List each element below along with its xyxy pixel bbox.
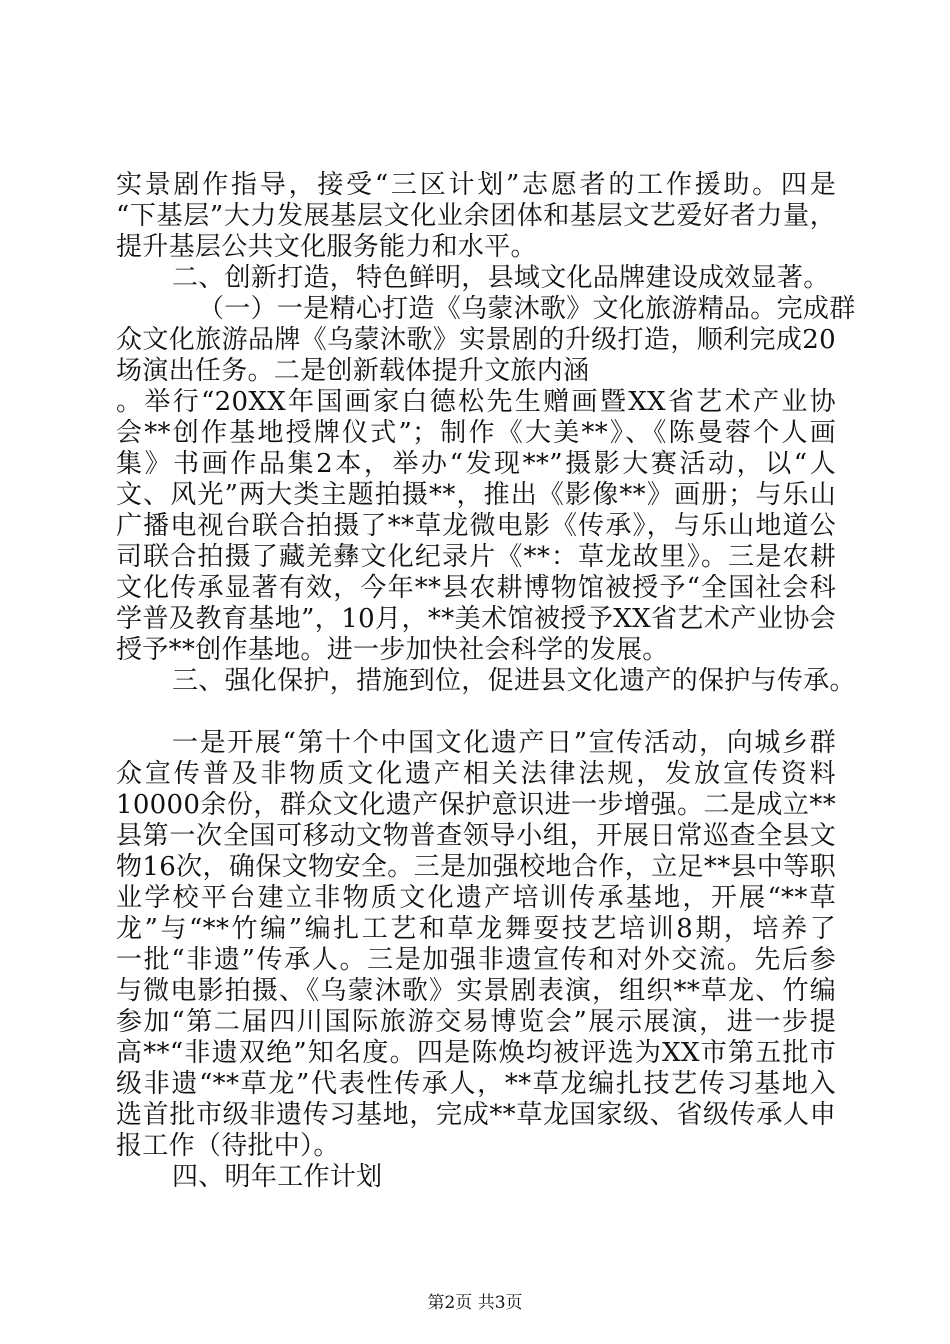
text-line: 参加“第二届四川国际旅游交易博览会”展示展演，进一步提: [116, 1007, 836, 1037]
section-heading: 三、强化保护，措施到位，促进县文化遗产的保护与传承。: [172, 666, 856, 696]
section-heading: 四、明年工作计划: [172, 1162, 383, 1192]
text-line: 众宣传普及非物质文化遗产相关法律法规，发放宣传资料: [116, 759, 836, 789]
text-line: 一批“非遗”传承人。三是加强非遗宣传和对外交流。先后参: [116, 945, 836, 975]
text-line: 场演出任务。二是创新载体提升文旅内涵: [116, 356, 590, 386]
text-line: 选首批市级非遗传习基地，完成**草龙国家级、省级传承人申: [116, 1100, 836, 1130]
text-line: “下基层”大力发展基层文化业余团体和基层文艺爱好者力量，: [116, 201, 837, 231]
text-line: 业学校平台建立非物质文化遗产培训传承基地，开展“**草: [116, 883, 836, 913]
text-line: 文化传承显著有效，今年**县农耕博物馆被授予“全国社会科: [116, 573, 836, 603]
text-line: 一是开展“第十个中国文化遗产日”宣传活动，向城乡群: [172, 728, 836, 758]
text-line: 实景剧作指导，接受“三区计划”志愿者的工作援助。四是: [116, 170, 836, 200]
text-line: 提升基层公共文化服务能力和水平。: [116, 232, 537, 262]
text-line: 文、风光”两大类主题拍摄**，推出《影像**》画册；与乐山: [116, 480, 836, 510]
text-line: 授予**创作基地。进一步加快社会科学的发展。: [116, 635, 669, 665]
text-line: 广播电视台联合拍摄了**草龙微电影《传承》，与乐山地道公: [116, 511, 836, 541]
page-number-footer: 第2页 共3页: [427, 1293, 523, 1313]
text-line: 龙”与“**竹编”编扎工艺和草龙舞耍技艺培训8期，培养了: [116, 914, 836, 944]
text-line: 司联合拍摄了藏羌彝文化纪录片《**：草龙故里》。三是农耕: [116, 542, 836, 572]
paragraph-gap: [116, 697, 836, 728]
document-body: [116, 170, 856, 1193]
text-line: 会**创作基地授牌仪式”；制作《大美**》、《陈曼蓉个人画: [116, 418, 836, 448]
text-line: 高**“非遗双绝”知名度。四是陈焕均被评选为XX市第五批市: [116, 1038, 836, 1068]
text-line: 县第一次全国可移动文物普查领导小组，开展日常巡查全县文: [116, 821, 836, 851]
text-line: 学普及教育基地”，10月，**美术馆被授予XX省艺术产业协会: [116, 604, 836, 634]
text-line: 。举行“20XX年国画家白德松先生赠画暨XX省艺术产业协: [116, 387, 836, 417]
text-line: 众文化旅游品牌《乌蒙沐歌》实景剧的升级打造，顺利完成20: [116, 325, 836, 355]
text-line: 级非遗“**草龙”代表性传承人，**草龙编扎技艺传习基地入: [116, 1069, 836, 1099]
text-line: 集》书画作品集2本，举办“发现**”摄影大赛活动，以“人: [116, 449, 836, 479]
text-line: 物16次，确保文物安全。三是加强校地合作，立足**县中等职: [116, 852, 836, 882]
text-line: 与微电影拍摄、《乌蒙沐歌》实景剧表演，组织**草龙、竹编: [116, 976, 836, 1006]
text-line: 10000余份，群众文化遗产保护意识进一步增强。二是成立**: [116, 790, 836, 820]
section-heading: 二、创新打造，特色鲜明，县域文化品牌建设成效显著。: [172, 263, 830, 293]
text-line: （一）一是精心打造《乌蒙沐歌》文化旅游精品。完成群: [198, 294, 856, 324]
text-line: 报工作（待批中）。: [116, 1131, 340, 1161]
